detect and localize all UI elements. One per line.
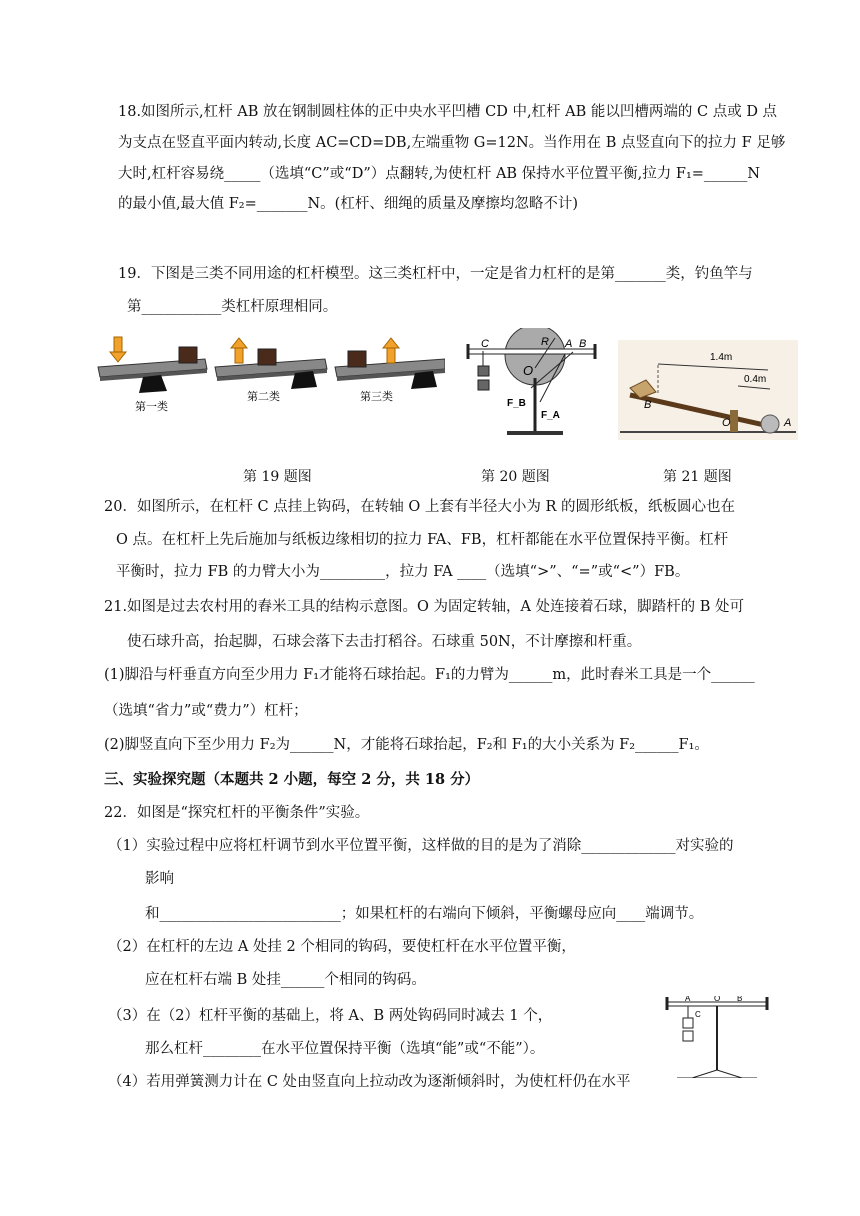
q22-line-6: 应在杠杆右端 B 处挂______个相同的钩码。 [145, 972, 426, 988]
q21-line-5: (2)脚竖直向下至少用力 F₂为______N，才能将石球抬起，F₂和 F₁的大小关系为 F₂______F₁。 [104, 737, 709, 753]
q21-line-4: （选填“省力”或“费力”）杠杆； [104, 703, 308, 719]
q20-line-1: 20．如图所示，在杠杆 C 点挂上钩码，在转轴 O 上套有半径大小为 R 的圆形纸板，纸板圆心也在 [104, 499, 736, 515]
q22-line-5: （2）在杠杆的左边 A 处挂 2 个相同的钩码，要使杠杆在水平位置平衡， [108, 939, 576, 955]
q18-line-1: 18.如图所示,杠杆 AB 放在钢制圆柱体的正中央水平凹槽 CD 中,杠杆 AB 能以凹槽两端的 C 点或 D 点 [118, 104, 778, 120]
fig22-label-b: B [737, 996, 743, 1003]
q20-line-2: O 点。在杠杆上先后施加与纸板边缘相切的拉力 FA、FB，杠杆都能在水平位置保持平衡。杠杆 [116, 532, 729, 548]
q20-line-3: 平衡时，拉力 FB 的力臂大小为_________，拉力 FA ____（选填“>”、“=”或“<”）FB。 [116, 564, 690, 580]
q22-line-9: （4）若用弹簧测力计在 C 处由竖直向上拉动改为逐渐倾斜时，为使杠杆仍在水平 [108, 1074, 631, 1090]
caption-fig-21: 第 21 题图 [663, 469, 732, 485]
fig21-label-o: O [722, 417, 731, 429]
figure-20-disk-lever [465, 328, 605, 440]
q22-line-1: 22．如图是“探究杠杆的平衡条件”实验。 [104, 805, 370, 821]
q19-line-2: 第___________类杠杆原理相同。 [127, 299, 338, 315]
fig21-label-a: A [784, 417, 792, 429]
fig19-label-3: 第三类 [360, 391, 393, 403]
q21-line-3: (1)脚沿与杆垂直方向至少用力 F₁才能将石球抬起。F₁的力臂为______m，此时舂米工具是一个______ [104, 667, 755, 683]
q22-line-2: （1）实验过程中应将杠杆调节到水平位置平衡，这样做的目的是为了消除_____________对实验的 [108, 838, 734, 854]
lever-type-3 [335, 338, 445, 403]
q19-line-1: 19．下图是三类不同用途的杠杆模型。这三类杠杆中，一定是省力杠杆的是第_______类，钓鱼竿与 [118, 266, 753, 282]
lever-type-2 [215, 338, 327, 403]
fig20-label-o: O [523, 363, 534, 378]
q22-line-7: （3）在（2）杠杆平衡的基础上，将 A、B 两处钩码同时减去 1 个， [108, 1008, 553, 1024]
fig20-label-fb: F_B [507, 398, 526, 409]
figure-22-balance-lever [662, 996, 772, 1078]
fig20-label-r: R [541, 336, 549, 348]
fig21-label-b: B [644, 399, 652, 411]
fig19-label-2: 第二类 [247, 391, 280, 403]
section-3-heading: 三、实验探究题（本题共 2 小题，每空 2 分，共 18 分） [104, 771, 480, 788]
lever-type-1 [98, 337, 207, 413]
q21-line-1: 21.如图是过去农村用的舂米工具的结构示意图。O 为固定转轴，A 处连接着石球，脚踏杆的 B 处可 [104, 599, 745, 615]
figure-19-lever-types [95, 335, 445, 420]
fig20-label-c: C [481, 338, 489, 350]
fig21-dim-1: 1.4m [710, 352, 733, 363]
q18-line-3: 大时,杠杆容易绕_____（选填“C”或“D”）点翻转,为使杠杆 AB 保持水平位置平衡,拉力 F₁=______N [118, 166, 761, 182]
q22-line-4: 和_________________________；如果杠杆的右端向下倾斜，平衡螺母应向____端调节。 [145, 906, 704, 922]
q18-line-4: 的最小值,最大值 F₂=_______N。(杠杆、细绳的质量及摩擦均忽略不计) [118, 196, 578, 212]
q21-line-2: 使石球升高，抬起脚，石球会落下去击打稻谷。石球重 50N，不计摩擦和杆重。 [127, 634, 642, 650]
fig19-label-1: 第一类 [135, 401, 168, 413]
q22-line-3: 影响 [145, 871, 174, 887]
fig22-label-c: C [695, 1010, 701, 1019]
fig20-label-b: B [579, 338, 587, 350]
fig22-label-o: O [714, 996, 721, 1003]
caption-fig-19: 第 19 题图 [243, 469, 312, 485]
q18-line-2: 为支点在竖直平面内转动,长度 AC=CD=DB,左端重物 G=12N。当作用在 B 点竖直向下的拉力 F 足够 [118, 135, 786, 151]
fig20-label-a: A [565, 338, 573, 350]
fig20-label-fa: F_A [541, 410, 560, 421]
figure-21-rice-pounder [618, 340, 798, 440]
fig21-dim-2: 0.4m [744, 374, 767, 385]
fig22-label-a: A [685, 996, 691, 1003]
q22-line-8: 那么杠杆________在水平位置保持平衡（选填“能”或“不能”）。 [145, 1041, 545, 1057]
caption-fig-20: 第 20 题图 [481, 469, 550, 485]
